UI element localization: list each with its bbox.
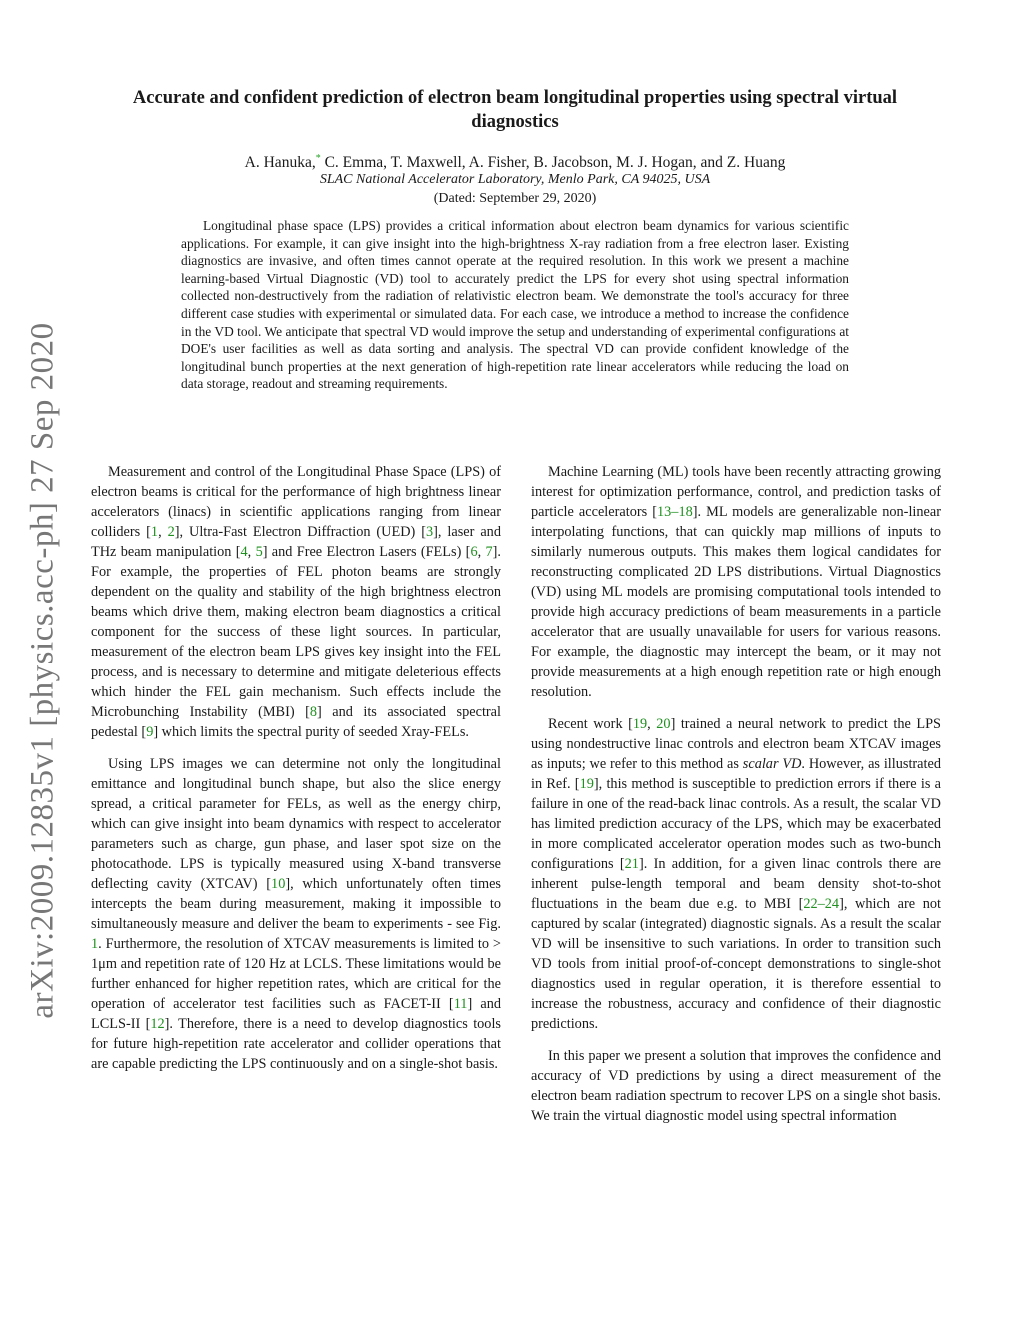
text-run: . However, as illustrated in Ref. [ [531,756,941,792]
text-run: ]. ML models are generalizable non-linear interpolating functions, that can quickly map millions of inputs to similarly numerous outputs. This makes them logical candidates for reconstructing complicated 2D LPS distributions. Virtual Diagnostics (VD) using ML models are promising computational tools intended to provide high accuracy predictions of beam measurements in a particle accelerator that are usually unavailable for users for various reasons. For example, the diagnostic may intercept the beam, or it may not provide measurements at a high enough repetition rate or high enough resolution. [531,504,941,700]
corresponding-author-mark[interactable]: * [315,153,321,164]
text-run: , [477,544,486,560]
paper-title: Accurate and confident prediction of electron beam longitudinal properties using spectral virtual diagnostics [132,88,898,132]
text-run: Using LPS images we can determine not only the longitudinal emittance and longitudinal bunch shape, but also the slice energy spread, a critical parameter for FELs, as well as the energy chirp, which can give insight into beam dynamics with respect to accelerator parameters such as charge, gun phase, and laser spot size on the photocathode. LPS is typically measured using X-band transverse deflecting cavity (XTCAV) [ [91,756,501,892]
text-run: ] which limits the spectral purity of seeded Xray-FELs. [153,724,469,740]
text-run: ], laser and THz beam manipulation [ [91,524,501,560]
text-run: ]. Therefore, there is a need to develop diagnostics tools for future high-repetition rate accelerator and collider operations that are capable predicting the LPS continuously and on a single-shot basis. [91,1016,501,1072]
paragraph-this-paper [531,1046,941,1126]
text-run: Measurement and control of the Longitudinal Phase Space (LPS) of electron beams is critical for the performance of high brightness linear accelerators (linacs) in scientific applications ranging from linear colliders [ [91,464,501,540]
citation-link[interactable]: 22–24 [803,896,840,912]
affiliation: SLAC National Accelerator Laboratory, Menlo Park, CA 94025, USA [319,172,711,187]
text-run: ] trained a neural network to predict the LPS using nondestructive linac controls and electron beam XTCAV images as inputs; we refer to this method as [531,716,941,772]
text-run: , [647,716,657,732]
abstract: Longitudinal phase space (LPS) provides a critical information about electron beam dynamics for various scientific applications. For example, it can give insight into the high-brightness X-ray radiation from a free electron laser. Existing diagnostics are invasive, and often times cannot operate at the required resolution. In this work we present a machine learning-based Virtual Diagnostic (VD) tool to accurately predict the LPS for every shot using spectral information collected non-destructively from the radiation of relativistic electron beam. We demonstrate the tool's accuracy for three different case studies with experimental or simulated data. For each case, we introduce a method to increase the confidence in the VD tool. We anticipate that spectral VD would improve the setup and understanding of experimental configurations at DOE's user facilities as well as data sorting and analysis. The spectral VD can provide confident knowledge of the longitudinal bunch properties at the next generation of high-repetition rate linear accelerators while reducing the load on data storage, readout and streaming requirements. [181,218,849,392]
paragraph-ml-tools [531,462,941,702]
text-run: ] and Free Electron Lasers (FELs) [ [262,544,471,560]
citation-link[interactable]: 8 [309,704,317,720]
citation-link[interactable]: 5 [255,544,263,560]
citation-link[interactable]: 21 [624,856,639,872]
paragraph-recent-work [531,714,941,1034]
arxiv-identifier-text: arXiv:2009.12835v1 [physics.acc-ph] 27 Sep 2020 [24,321,61,1019]
text-run: ], this method is susceptible to prediction errors if there is a failure in one of the read-back linac controls. As a result, the scalar VD has limited prediction accuracy of the LPS, which may be exacerbated in more complicated accelerator operation modes such as two-bunch configurations [ [531,776,941,872]
other-authors: C. Emma, T. Maxwell, A. Fisher, B. Jacobson, M. J. Hogan, and Z. Huang [320,154,786,172]
citation-link[interactable]: 2 [167,524,175,540]
author-list [100,153,930,172]
citation-link[interactable]: 3 [426,524,434,540]
figure-link[interactable]: 1 [91,936,99,952]
text-run: , [247,544,256,560]
citation-link[interactable]: 10 [271,876,286,892]
citation-link[interactable]: 6 [470,544,478,560]
text-run: . Furthermore, the resolution of XTCAV measurements is limited to > 1μm and repetition rate of 120 Hz at LCLS. These limitations would be further enhanced for higher repetition rates, which are critical for the operation of accelerator test facilities such as FACET-II [ [91,936,501,1012]
arxiv-identifier-stamp [18,310,68,1030]
citation-link[interactable]: 19 [579,776,594,792]
text-run: ]. For example, the properties of FEL photon beams are strongly dependent on the quality and stability of the high brightness electron beams which drive them, making electron beam diagnostics a critical component for the success of these light sources. In particular, measurement of the electron beam LPS gives key insight into the FEL process, and is necessary to determine and mitigate deleterious effects which hinder the FEL gain mechanism. Such effects include the Microbunching Instability (MBI) [ [91,544,501,720]
date-line: (Dated: September 29, 2020) [433,191,597,206]
text-run: ], which unfortunately often times intercepts the beam during measurement, making it impossible to simultaneously measure and deliver the beam to experiments - see Fig. [91,876,501,932]
text-run: Recent work [ [548,716,633,732]
citation-link[interactable]: 19 [632,716,648,732]
citation-link[interactable]: 13–18 [657,504,693,520]
paragraph-lps-images [91,754,501,1074]
citation-link[interactable]: 4 [240,544,248,560]
first-author: A. Hanuka, [244,154,316,172]
left-column [91,462,501,1086]
citation-link[interactable]: 12 [150,1016,165,1032]
citation-link[interactable]: 9 [146,724,154,740]
text-run: ], Ultra-Fast Electron Diffraction (UED) [ [174,524,427,540]
citation-link[interactable]: 7 [485,544,493,560]
citation-link[interactable]: 11 [453,996,468,1012]
paragraph-intro-lps [91,462,501,742]
citation-link[interactable]: 20 [656,716,671,732]
text-run: In this paper we present a solution that improves the confidence and accuracy of VD predictions by using a direct measurement of the electron beam radiation spectrum to recover LPS on a single shot basis. We train the virtual diagnostic model using spectral information [531,1048,941,1124]
text-run: ]. In addition, for a given linac controls there are inherent pulse-length temporal and beam density shot-to-shot fluctuations in the beam due e.g. to MBI [ [531,856,941,912]
right-column [531,462,941,1138]
text-run: ] and its associated spectral pedestal [ [91,704,502,740]
text-run: ], which are not captured by scalar (integrated) diagnostic signals. As a result the scalar VD will be insensitive to such variations. In order to transition such VD tools from initial proof-of-concept demonstrations to single-shot diagnostics used in regular operation, it is therefore essential to increase the robustness, accuracy and confidence of their diagnostic predictions. [531,896,941,1032]
text-run: , [158,524,168,540]
citation-link[interactable]: 1 [150,524,159,540]
text-run: Machine Learning (ML) tools have been recently attracting growing interest for optimization performance, control, and prediction tasks of particle accelerators [ [531,464,941,520]
emphasis-text: scalar VD [742,756,802,772]
text-run: ] and LCLS-II [ [91,996,501,1032]
